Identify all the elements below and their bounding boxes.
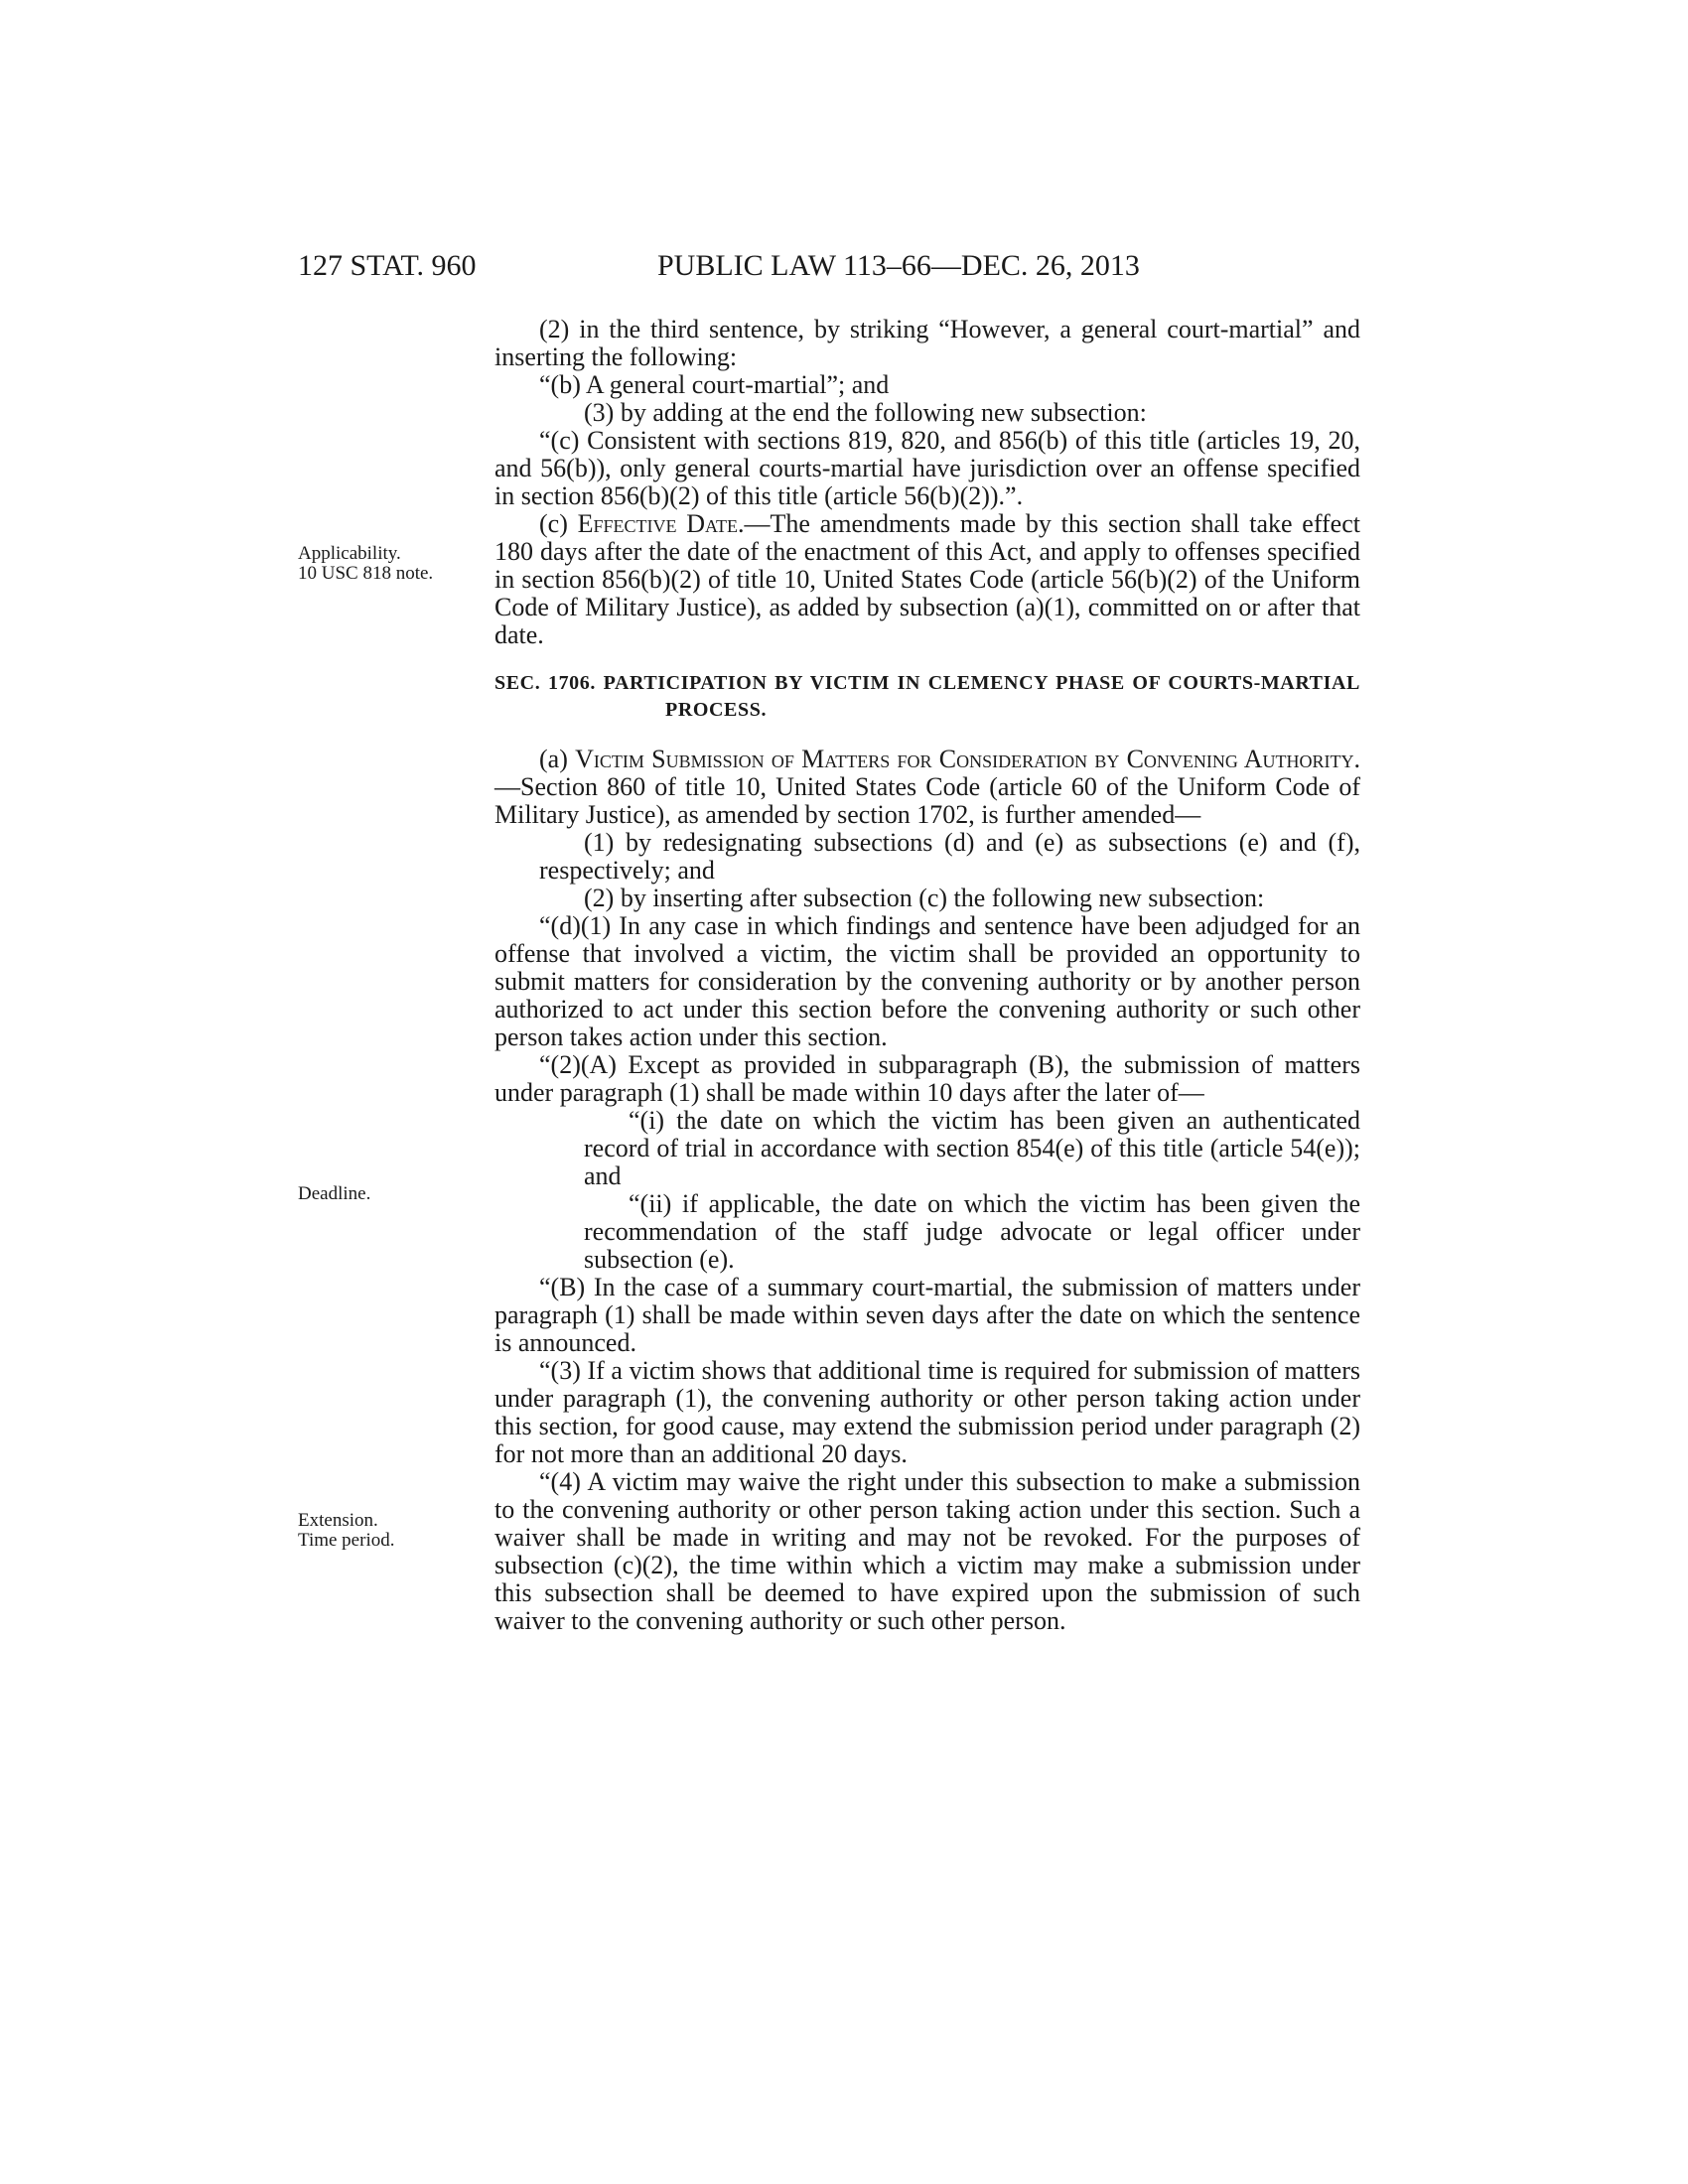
subsection-heading: Victim Submission of Matters for Consideration by Convening Authority bbox=[575, 745, 1354, 773]
subsection-heading: Effective Date bbox=[577, 509, 739, 538]
paragraph-victim-submission bbox=[494, 746, 1360, 829]
document-body bbox=[494, 316, 1360, 1635]
paragraph: “(ii) if applicable, the date on which the victim has been given the recommendation of the staff judge advocate or legal officer under subsection (e). bbox=[584, 1189, 1360, 1274]
margin-note-applicability bbox=[298, 544, 477, 584]
margin-note-line: Applicability. bbox=[298, 543, 401, 564]
paragraph: (3) by adding at the end the following new subsection: bbox=[584, 398, 1147, 427]
running-header bbox=[298, 244, 1390, 288]
paragraph-text: .—Section 860 of title 10, United States Code (article 60 of the Uniform Code of Military Justice), as amended by section 1702, is further amended— bbox=[494, 745, 1360, 829]
paragraph: (1) by redesignating subsections (d) and (e) as subsections (e) and (f), respectively; and bbox=[539, 828, 1360, 885]
stat-page-number: 127 STAT. 960 bbox=[298, 249, 477, 282]
margin-note-deadline bbox=[298, 1184, 477, 1204]
paragraph-effective-date bbox=[494, 510, 1360, 649]
margin-note-line: Time period. bbox=[298, 1530, 395, 1551]
margin-note-line: Deadline. bbox=[298, 1183, 371, 1204]
paragraph: “(b) A general court-martial”; and bbox=[539, 370, 890, 399]
paragraph: “(i) the date on which the victim has been given an authenticated record of trial in accordance with section 854(e) of this title (article 54(e)); and bbox=[584, 1106, 1360, 1190]
public-law-title: PUBLIC LAW 113–66—DEC. 26, 2013 bbox=[657, 249, 1140, 282]
subsection-label: (a) bbox=[539, 745, 576, 773]
paragraph: “(3) If a victim shows that additional time is required for submission of matters under paragraph (1), the convening authority or other person taking action under this section, for good cause, may extend the submission period under paragraph (2) for not more than an additional 20 days. bbox=[494, 1356, 1360, 1468]
paragraph: (2) in the third sentence, by striking “However, a general court-martial” and inserting the following: bbox=[494, 315, 1360, 371]
paragraph: “(B) In the case of a summary court-martial, the submission of matters under paragraph (1) shall be made within seven days after the date on which the sentence is announced. bbox=[494, 1273, 1360, 1357]
section-heading: SEC. 1706. PARTICIPATION BY VICTIM IN CLEMENCY PHASE OF COURTS-MARTIAL PROCESS. bbox=[494, 672, 1360, 721]
paragraph: “(4) A victim may waive the right under this subsection to make a submission to the convening authority or other person taking action under this section. Such a waiver shall be made in writing and may not be revoked. For the purposes of subsection (c)(2), the time within which a victim may make a submission under this subsection shall be deemed to have expired upon the submission of such waiver to the convening authority or such other person. bbox=[494, 1467, 1360, 1635]
margin-note-line: Extension. bbox=[298, 1510, 378, 1531]
subsection-label: (c) bbox=[539, 509, 578, 538]
paragraph: “(c) Consistent with sections 819, 820, and 856(b) of this title (articles 19, 20, and 56(b)), only general courts-martial have jurisdiction over an offense specified in section 856(b)(2) of this title (article 56(b)(2)).”. bbox=[494, 426, 1360, 510]
paragraph: “(2)(A) Except as provided in subparagraph (B), the submission of matters under paragraph (1) shall be made within 10 days after the later of— bbox=[494, 1050, 1360, 1107]
paragraph: “(d)(1) In any case in which findings and sentence have been adjudged for an offense that involved a victim, the victim shall be provided an opportunity to submit matters for consideration by the convening authority or by another person authorized to act under this section before the convening authority or such other person takes action under this section. bbox=[494, 911, 1360, 1051]
paragraph-text: .—The amendments made by this section shall take effect 180 days after the date of the enactment of this Act, and apply to offenses specified in section 856(b)(2) of title 10, United States Code (article 56(b)(2) of the Uniform Code of Military Justice), as added by subsection (a)(1), committed on or after that date. bbox=[494, 509, 1360, 649]
margin-note-line: 10 USC 818 note. bbox=[298, 563, 434, 584]
margin-note-extension bbox=[298, 1511, 477, 1551]
paragraph: (2) by inserting after subsection (c) the following new subsection: bbox=[584, 884, 1265, 912]
